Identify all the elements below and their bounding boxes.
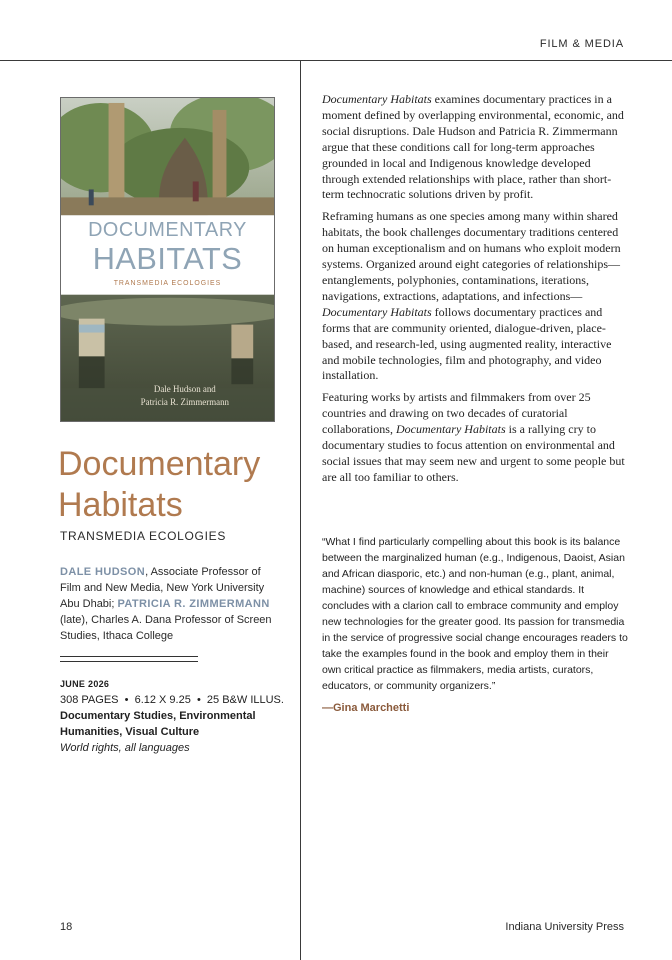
book-specs: 308 PAGES • 6.12 X 9.25 • 25 B&W ILLUS. xyxy=(60,694,284,706)
section-label: FILM & MEDIA xyxy=(539,38,624,50)
book-subtitle: TRANSMEDIA ECOLOGIES xyxy=(60,529,227,543)
title-italic: Documentary Habitats xyxy=(322,304,432,319)
endorsement-quote: “What I find particularly compelling about this book is its balance between the marginalized human (e.g., Indigenous, Daoist, Asian and African diasporic, etc.) and non-human (e.g., plant, animal, machine) sources of knowledge and ethical standards. It concludes with a clarion call to embrace community and employ new technologies for the greater good. Its passion for transmedia in the service of progressive social change encourages readers to take the examples found in the book and employ them in their own critical practice as filmmakers, media artists, curators, educators, or community organizers.” xyxy=(322,536,628,692)
description-paragraph-2 xyxy=(322,209,627,384)
description-text: Reframing humans as one species among many within shared habitats, the book challenges documentary traditions centered on human exceptionalism and on humans who exploit modern systems. Organized around eight categories of relationships—entanglements, polyphonies, contaminations, iterations, navigations, extractions, adaptations, and infections— xyxy=(322,209,621,303)
page-number: 18 xyxy=(60,921,73,933)
publisher-name: Indiana University Press xyxy=(505,921,624,933)
cover-author-line1: Dale Hudson and xyxy=(153,384,216,395)
cover-subtitle: TRANSMEDIA ECOLOGIES xyxy=(113,279,222,287)
cover-title-line1: DOCUMENTARY xyxy=(88,219,247,242)
description-text: examines documentary practices in a moment defined by overlapping environmental, economic, and social disruptions. Dale Hudson and Patricia R. Zimmermann argue that these conditions call for long-term approaches grounded in local and Indigenous knowledge developed through extended relationships with place, rather than short-term technocratic solutions driven by profit. xyxy=(322,92,624,202)
author2-name: PATRICIA R. ZIMMERMANN xyxy=(117,598,270,610)
book-metadata xyxy=(60,676,284,756)
title-italic: Documentary Habitats xyxy=(395,422,506,437)
author1-affiliation: , Associate Professor of Film and New Media, New York University Abu Dhabi; xyxy=(60,566,265,610)
book-title-line1: Documentary xyxy=(58,445,261,483)
book-cover-art xyxy=(61,98,274,421)
title-italic: Documentary Habitats xyxy=(322,92,432,106)
rights-note: World rights, all languages xyxy=(60,742,190,754)
subject-categories: Documentary Studies, Environmental Humanities, Visual Culture xyxy=(60,710,256,738)
description-paragraph-1 xyxy=(322,92,627,203)
author-credits xyxy=(60,564,275,644)
column-divider xyxy=(300,60,301,960)
book-description xyxy=(322,92,627,492)
description-text: Featuring works by artists and filmmakers from over 25 countries and drawing on two decades of curatorial collaborations, xyxy=(322,390,591,437)
description-text: is a rallying cry to documentary studies to focus attention on environmental and social issues that may seem new and urgent to some people but are all too familiar to others. xyxy=(322,422,625,484)
cover-author-line2: Patricia R. Zimmermann xyxy=(140,397,229,408)
book-title xyxy=(58,444,293,526)
author1-name: DALE HUDSON xyxy=(60,566,146,578)
cover-title-line2: HABITATS xyxy=(92,240,243,276)
double-divider xyxy=(60,656,198,662)
author2-affiliation: (late), Charles A. Dana Professor of Screen Studies, Ithaca College xyxy=(60,614,272,642)
top-divider xyxy=(0,60,672,61)
description-text: follows documentary practices and forms that are community oriented, dialogue-driven, place-based, and research-led, using augmented reality, interactive and mobile technologies, film and photography, and video installation. xyxy=(322,304,612,383)
publication-date: JUNE 2026 xyxy=(60,679,110,689)
quote-attribution: —Gina Marchetti xyxy=(322,702,410,714)
book-title-line2: Habitats xyxy=(58,486,183,524)
description-paragraph-3 xyxy=(322,390,627,485)
book-cover-image xyxy=(60,97,275,422)
